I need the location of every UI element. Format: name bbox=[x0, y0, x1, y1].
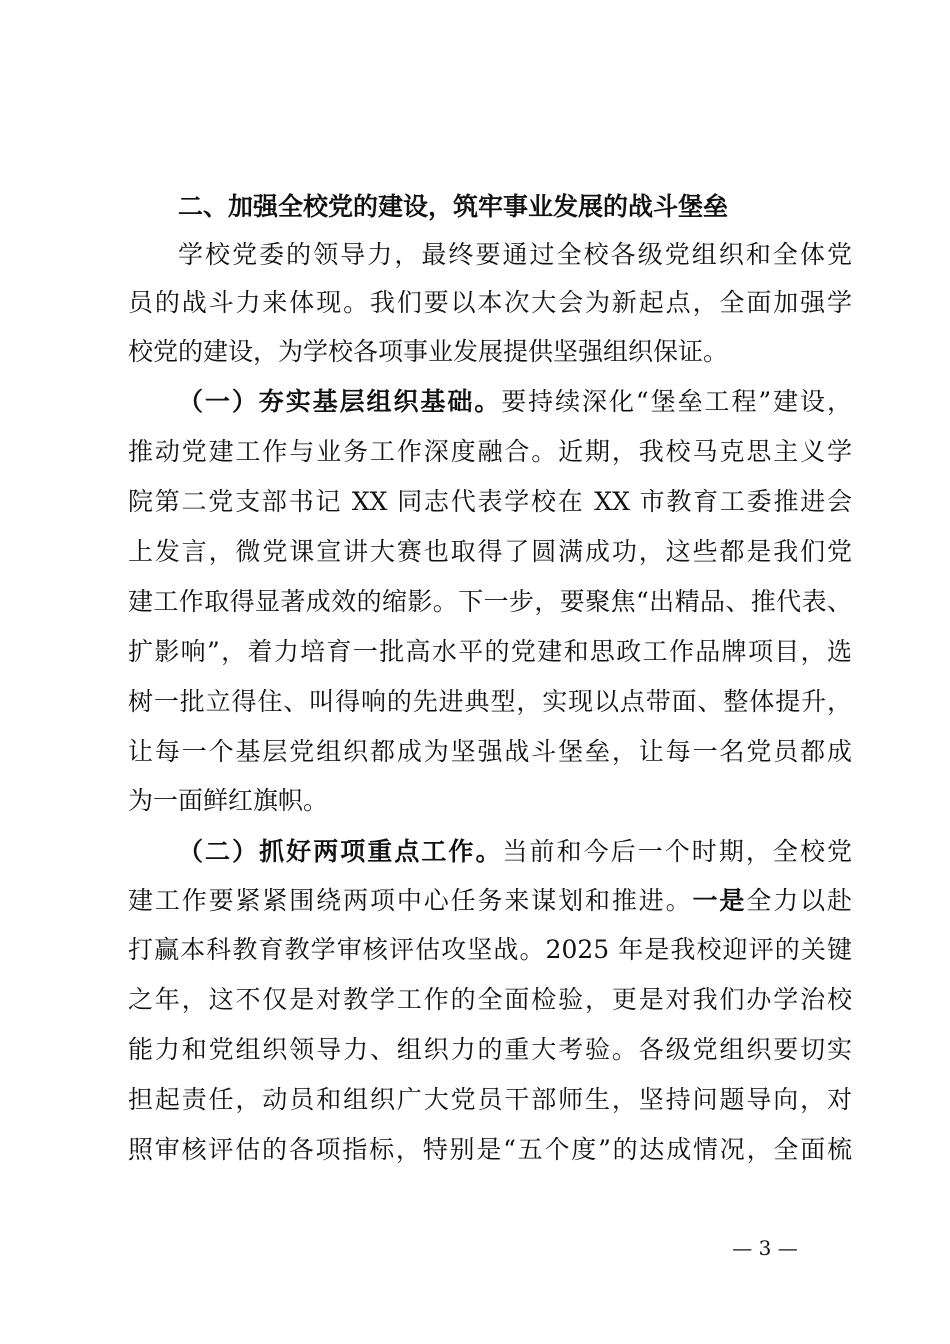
body-text: 打赢本科教育教学审核评估攻坚战。2025 年是我校迎评的关键 bbox=[128, 935, 852, 964]
text-line bbox=[128, 283, 852, 323]
body-text: 建工作取得显著成效的缩影。下一步，要聚焦“出精品、推代表、 bbox=[128, 587, 852, 616]
text-line bbox=[128, 432, 852, 472]
body-text: 院第二党支部书记 XX 同志代表学校在 XX 市教育工委推进会 bbox=[128, 487, 852, 516]
text-line bbox=[128, 332, 852, 372]
text-line bbox=[128, 632, 852, 672]
bold-text: （一）夯实基层组织基础。 bbox=[178, 387, 502, 416]
text-line bbox=[128, 582, 852, 622]
body-text: 之年，这不仅是对教学工作的全面检验，更是对我们办学治校 bbox=[128, 985, 852, 1014]
body-text: 树一批立得住、叫得响的先进典型，实现以点带面、整体提升， bbox=[128, 687, 852, 716]
body-text: 照审核评估的各项指标，特别是“五个度”的达成情况，全面梳 bbox=[128, 1135, 852, 1164]
text-line bbox=[128, 482, 852, 522]
body-text: 当前和今后一个时期，全校党 bbox=[502, 837, 852, 866]
text-line bbox=[128, 980, 852, 1020]
text-line bbox=[178, 235, 852, 275]
body-text: 扩影响”，着力培育一批高水平的党建和思政工作品牌项目，选 bbox=[128, 637, 852, 666]
body-text: 全力以赴 bbox=[746, 886, 852, 915]
text-line bbox=[128, 1130, 852, 1170]
text-line bbox=[128, 930, 852, 970]
text-line bbox=[128, 1030, 852, 1070]
body-text: 上发言，微党课宣讲大赛也取得了圆满成功，这些都是我们党 bbox=[128, 537, 852, 566]
body-text: 推动党建工作与业务工作深度融合。近期，我校马克思主义学 bbox=[128, 437, 852, 466]
bold-text: 一是 bbox=[692, 886, 747, 915]
body-text: 为一面鲜红旗帜。 bbox=[128, 786, 329, 815]
section-heading: 二、加强全校党的建设，筑牢事业发展的战斗堡垒 bbox=[178, 192, 729, 221]
body-text: 学校党委的领导力，最终要通过全校各级党组织和全体党 bbox=[178, 240, 852, 269]
text-line bbox=[128, 881, 852, 921]
text-line bbox=[178, 382, 852, 422]
text-line bbox=[128, 682, 852, 722]
text-line bbox=[178, 832, 852, 872]
text-line bbox=[128, 1080, 852, 1120]
body-text: 员的战斗力来体现。我们要以本次大会为新起点，全面加强学 bbox=[128, 288, 852, 317]
text-line bbox=[128, 732, 852, 772]
bold-text: （二）抓好两项重点工作。 bbox=[178, 837, 503, 866]
text-line bbox=[128, 781, 852, 821]
body-text: 担起责任，动员和组织广大党员干部师生，坚持问题导向，对 bbox=[128, 1085, 852, 1114]
body-text: 建工作要紧紧围绕两项中心任务来谋划和推进。 bbox=[128, 886, 693, 915]
text-line bbox=[128, 532, 852, 572]
page-number: — 3 — bbox=[732, 1236, 798, 1260]
body-text: 校党的建设，为学校各项事业发展提供坚强组织保证。 bbox=[128, 337, 729, 366]
body-text: 让每一个基层党组织都成为坚强战斗堡垒，让每一名党员都成 bbox=[128, 737, 852, 766]
body-text: 能力和党组织领导力、组织力的重大考验。各级党组织要切实 bbox=[128, 1035, 852, 1064]
body-text: 要持续深化“堡垒工程”建设， bbox=[501, 387, 852, 416]
